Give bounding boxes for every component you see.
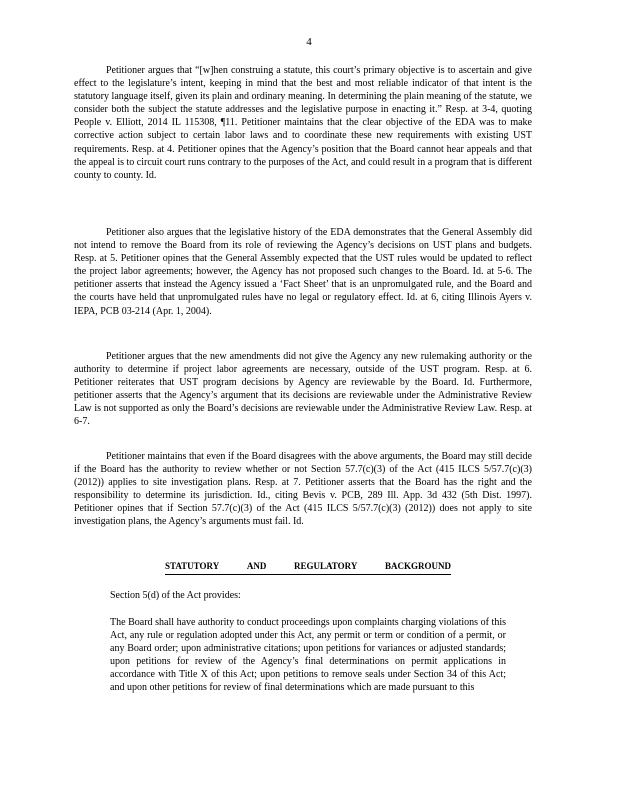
heading-word-4: BACKGROUND: [384, 561, 451, 571]
heading-word-1: STATUTORY: [165, 561, 220, 571]
section-heading: [165, 560, 451, 575]
heading-word-3: REGULATORY: [293, 561, 358, 571]
paragraph-4-text: Petitioner maintains that even if the Board disagrees with the above arguments, the Board may still decide if the Board has the authority to review whether or not Section 57.7(c)(3) of the Act (415 ILCS 5/57.7(c)(3) (2012)) applies to site investigation plans. Resp. at 7. Petitioner asserts that the Board has the right and the responsibility to determine its jurisdiction. Id., citing Bevis v. PCB, 289 Ill. App. 3d 432 (5th Dist. 1997). Petitioner opines that if Section 57.7(c)(3) of the Act (415 ILCS 5/57.7(c)(3) (2012)) does not apply to site investigation plans, the Agency’s arguments must fail. Id.: [74, 451, 532, 528]
paragraph-3: [74, 350, 532, 429]
paragraph-4: [74, 450, 532, 529]
page-number: 4: [306, 36, 312, 48]
statute-blockquote: The Board shall have authority to conduct proceedings upon complaints charging violations of this Act, any rule or regulation adopted under this Act, any permit or term or condition of a permit, or any Board order; upon administrative citations; upon petitions for variances or adjusted standards; upon petitions for review of the Agency’s final determinations on permit applications in accordance with Title X of this Act; upon petitions to remove seals under Section 34 of this Act; and upon other petitions for review of final determinations which are made pursuant to this: [110, 617, 506, 694]
paragraph-2: [74, 226, 532, 318]
heading-word-2: AND: [246, 561, 267, 571]
paragraph-3-text: Petitioner argues that the new amendments did not give the Agency any new rulemaking authority or the authority to determine if project labor agreements are necessary, outside of the UST program. Resp. at 6. Petitioner reiterates that UST program decisions by Agency are reviewable by the Board. Id. Furthermore, petitioner asserts that the Agency’s argument that its decisions are reviewable under the Administrative Review Law is not supported as only the Board’s decisions are reviewable under the Administrative Review Law. Resp. at 6-7.: [74, 351, 532, 428]
paragraph-2-text: Petitioner also argues that the legislative history of the EDA demonstrates that the General Assembly did not intend to remove the Board from its role of reviewing the Agency’s decisions on UST plans and budgets. Resp. at 5. Petitioner opines that the General Assembly expected that the UST rules would be updated to reflect the project labor agreements; however, the Agency has not proposed such changes to the Board. Id. at 5-6. The petitioner asserts that instead the Agency issued a ‘Fact Sheet’ that is an unpromulgated rule, and the Board and the courts have held that unpromulgated rules have no legal or regulatory effect. Id. at 6, citing Illinois Ayers v. IEPA, PCB 03-214 (Apr. 1, 2004).: [74, 227, 532, 317]
paragraph-1: [74, 64, 532, 182]
section-intro: Section 5(d) of the Act provides:: [110, 590, 241, 601]
paragraph-1-text: Petitioner argues that “[w]hen construing a statute, this court’s primary objective is to ascertain and give effect to the legislature’s intent, keeping in mind that the best and most reliable indicator of that intent is the statutory language itself, given its plain and ordinary meaning. In determining the plain meaning of the statute, we consider both the subject the statute addresses and the legislative purpose in enacting it.” Resp. at 3-4, quoting People v. Elliott, 2014 IL 115308, ¶11. Petitioner maintains that the clear objective of the EDA was to make corrective action subject to certain labor laws and to coordinate these new requirements with existing UST requirements. Resp. at 4. Petitioner opines that the Agency’s position that the Board cannot hear appeals and that the appeal is to circuit court runs contrary to the purposes of the Act, and could result in a program that is different county to county. Id.: [74, 65, 532, 181]
